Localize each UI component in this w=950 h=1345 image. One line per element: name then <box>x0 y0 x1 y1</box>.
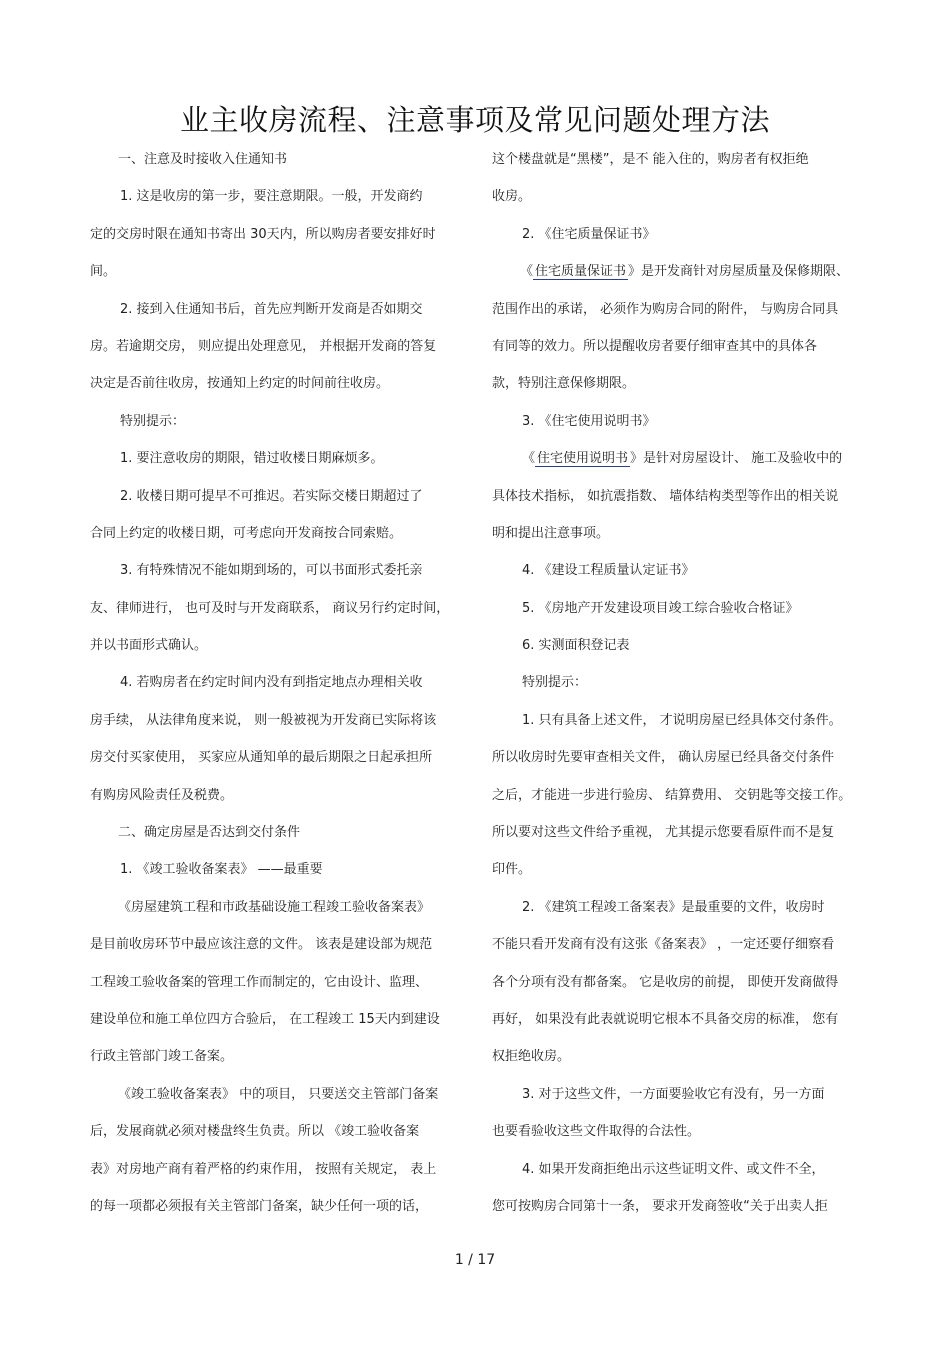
paragraph-line: 有同等的效力。所以提醒收房者要仔细审查其中的具体各 <box>492 338 818 354</box>
paragraph-line: 1. 这是收房的第一步，要注意期限。一般，开发商约 <box>120 189 423 205</box>
paragraph-line: 表》对房地产商有着严格的约束作用， 按照有关规定， 表上 <box>90 1161 437 1177</box>
paragraph-line: 间。 <box>90 264 117 280</box>
paragraph-line: 4. 如果开发商拒绝出示这些证明文件、或文件不全， <box>522 1161 825 1177</box>
paragraph-line: 房。若逾期交房， 则应提出处理意见， 并根据开发商的答复 <box>90 338 437 354</box>
paragraph-line: 建设单位和施工单位四方合验后， 在工程竣工 15天内到建设 <box>90 1011 440 1027</box>
paragraph-line: 并以书面形式确认。 <box>90 638 208 654</box>
paragraph-text: 》是针对房屋设计、 施工及验收中的 <box>630 451 843 467</box>
paragraph-line: 2. 《住宅质量保证书》 <box>522 226 656 242</box>
paragraph-line: 合同上约定的收楼日期，可考虑向开发商按合同索赔。 <box>90 525 403 541</box>
usage-manual-link[interactable]: 住宅使用说明书 <box>537 451 629 467</box>
paragraph-line <box>492 262 864 299</box>
paragraph-line: 4. 若购房者在约定时间内没有到指定地点办理相关收 <box>120 675 423 691</box>
paragraph-line: 行政主管部门竣工备案。 <box>90 1049 234 1065</box>
paragraph-line: 不能只看开发商有没有这张《备案表》 ，一定还要仔细察看 <box>492 937 835 953</box>
bracket-open: 《 <box>522 451 536 467</box>
tip-heading: 特别提示： <box>522 675 588 691</box>
bracket-open: 《 <box>520 264 534 280</box>
paragraph-line: 2. 《建筑工程竣工备案表》是最重要的文件，收房时 <box>522 899 825 915</box>
paragraph-line: 收房。 <box>492 189 532 205</box>
paragraph-line: 的每一项都必须报有关主管部门备案，缺少任何一项的话， <box>90 1198 429 1214</box>
paragraph-line: 《房屋建筑工程和市政基础设施工程竣工验收备案表》 <box>118 899 431 915</box>
document-title: 业主收房流程、注意事项及常见问题处理方法 <box>179 103 770 137</box>
paragraph-line: 4. 《建设工程质量认定证书》 <box>522 563 695 579</box>
paragraph-line: 权拒绝收房。 <box>492 1049 571 1065</box>
paragraph-line: 决定是否前往收房，按通知上约定的时间前往收房。 <box>90 376 390 392</box>
paragraph-line: 3. 对于这些文件，一方面要验收它有没有，另一方面 <box>522 1086 825 1102</box>
quality-cert-link[interactable]: 住宅质量保证书 <box>535 264 627 280</box>
left-column <box>90 150 462 1234</box>
paragraph-line: 所以要对这些文件给予重视， 尤其提示您要看原件而不是复 <box>492 825 835 841</box>
section-heading: 二、确定房屋是否达到交付条件 <box>118 825 301 841</box>
paragraph-line: 工程竣工验收备案的管理工作而制定的，它由设计、监理、 <box>90 974 429 990</box>
paragraph-line: 5. 《房地产开发建设项目竣工综合验收合格证》 <box>522 600 799 616</box>
paragraph-line: 所以收房时先要审查相关文件， 确认房屋已经具备交付条件 <box>492 750 835 766</box>
paragraph-line: 是目前收房环节中最应该注意的文件。 该表是建设部为规范 <box>90 937 433 953</box>
paragraph-line: 友、律师进行， 也可及时与开发商联系， 商议另行约定时间， <box>90 600 450 616</box>
paragraph-line <box>492 449 864 486</box>
paragraph-line: 3. 《住宅使用说明书》 <box>522 413 656 429</box>
page-indicator: 1 / 17 <box>454 1252 496 1268</box>
paragraph-line: 房手续， 从法律角度来说， 则一般被视为开发商已实际将该 <box>90 712 437 728</box>
paragraph-line: 您可按购房合同第十一条， 要求开发商签收“关于出卖人拒 <box>492 1198 828 1214</box>
paragraph-line: 有购房风险责任及税费。 <box>90 787 234 803</box>
paragraph-line: 范围作出的承诺， 必须作为购房合同的附件， 与购房合同具 <box>492 301 839 317</box>
right-column <box>492 150 864 1234</box>
paragraph-line: 这个楼盘就是“黑楼”，是不 能入住的，购房者有权拒绝 <box>492 152 809 167</box>
paragraph-line: 之后，才能进一步进行验房、 结算费用、 交钥匙等交接工作。 <box>492 787 852 803</box>
paragraph-line: 印件。 <box>492 862 532 878</box>
paragraph-line: 明和提出注意事项。 <box>492 525 610 541</box>
paragraph-line: 各个分项有没有都备案。 它是收房的前提， 即使开发商做得 <box>492 974 839 990</box>
paragraph-line: 6. 实测面积登记表 <box>522 638 630 654</box>
tip-heading: 特别提示： <box>120 413 186 429</box>
paragraph-text: 》是开发商针对房屋质量及保修期限、 <box>628 264 850 280</box>
paragraph-line: 房交付买家使用， 买家应从通知单的最后期限之日起承担所 <box>90 750 433 766</box>
paragraph-line: 具体技术指标， 如抗震指数、 墙体结构类型等作出的相关说 <box>492 488 839 504</box>
paragraph-line: 1. 要注意收房的期限，错过收楼日期麻烦多。 <box>120 451 384 467</box>
paragraph-line: 也要看验收这些文件取得的合法性。 <box>492 1124 701 1140</box>
paragraph-line: 再好， 如果没有此表就说明它根本不具备交房的标准， 您有 <box>492 1011 839 1027</box>
paragraph-line: 1. 只有具备上述文件， 才说明房屋已经具体交付条件。 <box>522 712 842 728</box>
paragraph-line: 后，发展商就必须对楼盘终生负责。所以 《竣工验收备案 <box>90 1124 420 1140</box>
paragraph-line: 《竣工验收备案表》 中的项目， 只要送交主管部门备案 <box>118 1086 439 1102</box>
paragraph-line: 定的交房时限在通知书寄出 30天内，所以购房者要安排好时 <box>90 226 436 242</box>
paragraph-line: 1. 《竣工验收备案表》 ——最重要 <box>120 862 323 878</box>
paragraph-line: 款，特别注意保修期限。 <box>492 376 636 392</box>
paragraph-line: 2. 收楼日期可提早不可推迟。若实际交楼日期超过了 <box>120 488 423 504</box>
section-heading: 一、注意及时接收入住通知书 <box>118 152 288 167</box>
paragraph-line: 3. 有特殊情况不能如期到场的，可以书面形式委托亲 <box>120 563 423 579</box>
paragraph-line: 2. 接到入住通知书后，首先应判断开发商是否如期交 <box>120 301 423 317</box>
